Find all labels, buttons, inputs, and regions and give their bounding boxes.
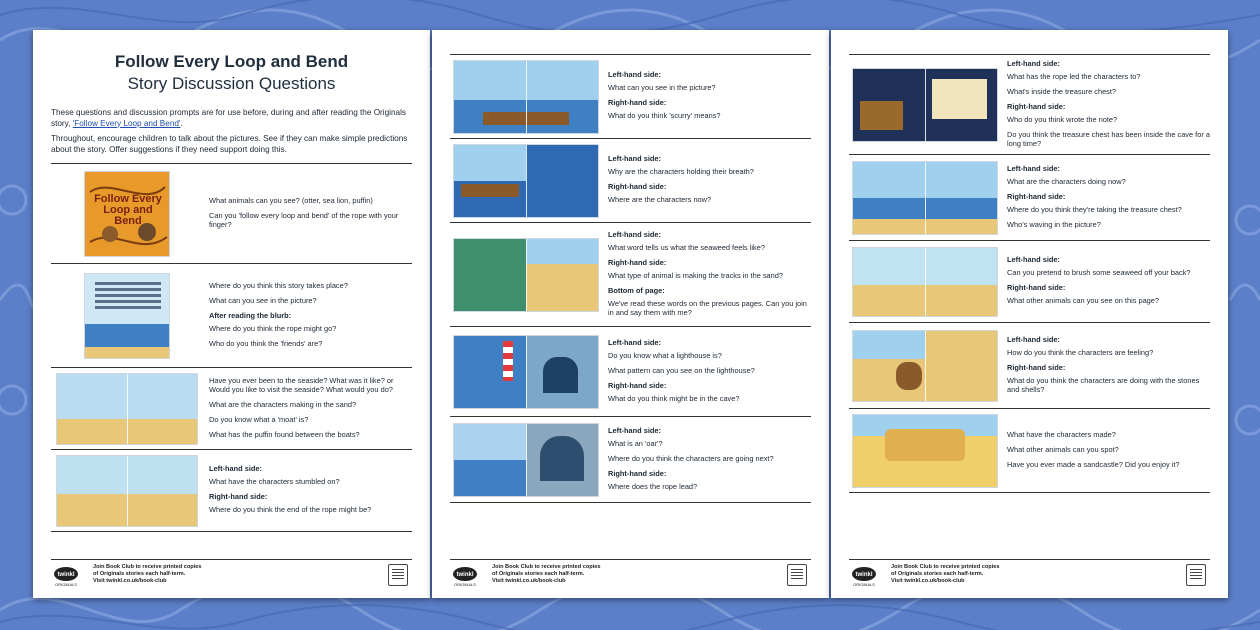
table-row xyxy=(450,417,811,503)
table-row xyxy=(849,55,1210,155)
table-row xyxy=(450,139,811,223)
spread-thumbnail xyxy=(453,335,599,409)
question-list: Left-hand side: What has the rope led the characters to? What's inside the treasure chest? Right-hand side: Who do you think wrote the note? Do you think the treasure chest has been inside the cave for a long time? xyxy=(1007,58,1210,148)
spread-thumbnail xyxy=(852,247,998,317)
book-club-text: Join Book Club to receive printed copies of Originals stories each half-term. Visit twinkl.co.uk/book-club xyxy=(492,564,601,584)
spread-thumbnail xyxy=(453,60,599,134)
question-list: Left-hand side: Why are the characters holding their breath? Right-hand side: Where are the characters now? xyxy=(608,154,754,204)
worksheet-page-2 xyxy=(432,30,829,598)
page-subtitle: Story Discussion Questions xyxy=(127,74,336,93)
spread-thumbnail xyxy=(852,161,998,235)
question-table xyxy=(51,163,412,532)
question-list: Where do you think this story takes place? What can you see in the picture? After reading the blurb: Where do you think the rope might go? Who do you think the 'friends' are? xyxy=(209,280,348,348)
spread-thumbnail xyxy=(852,330,998,402)
blurb-thumbnail xyxy=(84,273,170,359)
question-list: Left-hand side: What have the characters stumbled on? Right-hand side: Where do you think the end of the rope might be? xyxy=(209,464,372,514)
table-row xyxy=(849,323,1210,409)
book-club-icon xyxy=(787,564,807,586)
spread-thumbnail xyxy=(453,423,599,497)
table-row xyxy=(849,155,1210,241)
question-list: Left-hand side: What are the characters doing now? Right-hand side: Where do you think they're taking the treasure chest? Who's waving in the picture? xyxy=(1007,163,1182,229)
spread-thumbnail xyxy=(453,144,599,218)
question-list: Left-hand side: How do you think the characters are feeling? Right-hand side: What do you think the characters are doing with the stones and shells? xyxy=(1007,334,1200,394)
svg-text:twinkl: twinkl xyxy=(855,572,873,578)
question-list: Left-hand side: Can you pretend to brush some seaweed off your back? Right-hand side: What other animals can you see on this page? xyxy=(1007,255,1191,305)
table-row xyxy=(51,264,412,368)
story-link[interactable]: 'Follow Every Loop and Bend' xyxy=(72,118,181,128)
svg-text:ORIGINALS: ORIGINALS xyxy=(55,582,77,587)
worksheet-page-3 xyxy=(831,30,1228,598)
spread-thumbnail xyxy=(852,414,998,488)
worksheet-page-1 xyxy=(33,30,430,598)
spread-thumbnail xyxy=(56,373,198,445)
question-table xyxy=(849,54,1210,493)
book-club-icon xyxy=(1186,564,1206,586)
table-row xyxy=(849,241,1210,323)
svg-text:twinkl: twinkl xyxy=(456,572,474,578)
twinkl-originals-logo[interactable] xyxy=(851,566,877,588)
twinkl-originals-logo[interactable] xyxy=(53,566,79,588)
table-row xyxy=(51,368,412,450)
book-club-icon xyxy=(388,564,408,586)
table-row xyxy=(450,327,811,417)
question-list: Left-hand side: What word tells us what the seaweed feels like? Right-hand side: What type of animal is making the tracks in the sand? Bottom of page: We've read these words on the previous pages. Can you join in and say them with me? xyxy=(608,229,807,317)
page-footer xyxy=(849,559,1210,590)
table-row xyxy=(450,55,811,139)
cover-title: Follow Every Loop and Bend xyxy=(94,192,162,227)
question-list: Left-hand side: Do you know what a lighthouse is? What pattern can you see on the lighthouse? Right-hand side: What do you think might be in the cave? xyxy=(608,337,755,403)
svg-text:twinkl: twinkl xyxy=(57,572,75,578)
question-list: Left-hand side: What can you see in the picture? Right-hand side: What do you think 'scurry' means? xyxy=(608,70,721,120)
svg-text:ORIGINALS: ORIGINALS xyxy=(853,582,875,587)
book-club-text: Join Book Club to receive printed copies of Originals stories each half-term. Visit twinkl.co.uk/book-club xyxy=(891,564,1000,584)
question-list: Have you ever been to the seaside? What was it like? or Would you like to visit the seaside? What would you do? What are the characters making in the sand? Do you know what a 'moat' is? What has the puffin found between the boats? xyxy=(209,375,394,439)
question-list: What have the characters made? What other animals can you spot? Have you ever made a sandcastle? Did you enjoy it? xyxy=(1007,429,1180,469)
twinkl-originals-logo[interactable] xyxy=(452,566,478,588)
svg-text:ORIGINALS: ORIGINALS xyxy=(454,582,476,587)
table-row xyxy=(51,164,412,264)
spread-thumbnail xyxy=(56,455,198,527)
spread-thumbnail xyxy=(453,238,599,312)
question-list: Left-hand side: What is an 'oar'? Where do you think the characters are going next? Right-hand side: Where does the rope lead? xyxy=(608,425,774,491)
page-title: Follow Every Loop and Bend xyxy=(114,52,349,71)
question-table xyxy=(450,54,811,503)
table-row xyxy=(450,223,811,327)
page-footer xyxy=(450,559,811,590)
spread-thumbnail xyxy=(852,68,998,142)
book-cover-thumbnail xyxy=(84,171,170,257)
table-row xyxy=(51,450,412,532)
page-footer xyxy=(51,559,412,590)
intro-text: These questions and discussion prompts are for use before, during and after reading the Originals story, 'Follow Every Loop and Bend'. Throughout, encourage children to talk about the pictures. See if they can make simple predictions about the story. Offer suggestions if they need support doing this. xyxy=(51,108,408,154)
question-list: What animals can you see? (otter, sea lion, puffin) Can you 'follow every loop and bend' of the rope with your finger? xyxy=(209,195,399,229)
table-row xyxy=(849,409,1210,493)
book-club-text: Join Book Club to receive printed copies of Originals stories each half-term. Visit twinkl.co.uk/book-club xyxy=(93,564,202,584)
